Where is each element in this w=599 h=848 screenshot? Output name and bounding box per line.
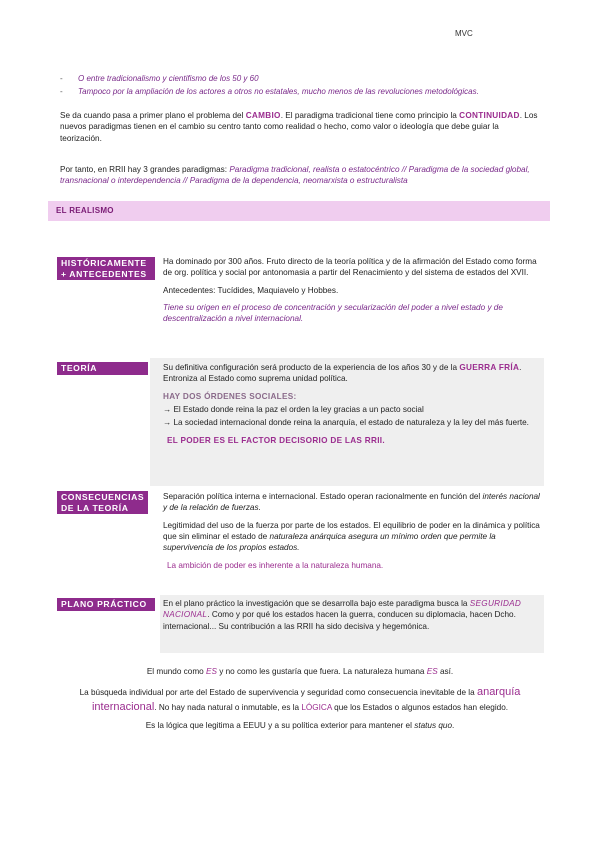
block-paragraph: Antecedentes: Tucídides, Maquiavelo y Hobbes.: [163, 285, 339, 295]
poder-statement: EL PODER ES EL FACTOR DECISORIO DE LAS RRII.: [167, 435, 385, 445]
list-item: [60, 86, 550, 97]
block-plano-practico: [163, 598, 539, 638]
paragraph-cambio: [60, 110, 540, 144]
block-paragraph-highlight: La ambición de poder es inherente a la naturaleza humana.: [167, 560, 384, 570]
closing-text: que los Estados o algunos estados han elegido.: [331, 703, 509, 713]
block-paragraph: . Como y por qué los estados hacen la guerra, conducen su diplomacia, hacen Dcho. internacional... Su contribución a las RRII ha sido decisiva y hegemónica.: [163, 610, 516, 631]
label-line: TEORÍA: [61, 363, 98, 373]
label-consecuencias: [57, 491, 148, 514]
paragraph-paradigmas: [60, 164, 540, 187]
label-line: PLANO PRÁCTICO: [61, 599, 147, 609]
block-consecuencias: [163, 491, 541, 577]
label-historicamente: [57, 257, 155, 280]
section-title-bar: [48, 201, 550, 221]
paragraph-text: . El paradigma tradicional tiene como principio la: [280, 111, 460, 120]
label-line: DE LA TEORÍA: [61, 502, 129, 513]
closing-text: Es la lógica que legitima a EEUU y a su política exterior para mantener el: [145, 720, 415, 730]
closing-text: así.: [437, 667, 454, 676]
emphasis-es: ES: [426, 667, 438, 676]
emphasis-anarquia: anarquía internacional: [91, 686, 521, 714]
bullet-text: O entre tradicionalismo y cientifismo de los 50 y 60: [78, 74, 259, 83]
paragraph-text: . Los nuevos paradigmas tienen en el cambio su centro tanto como realidad o hecho, como valor o ideología que debe guiar la teorización.: [60, 111, 538, 143]
block-paragraph: Ha dominado por 300 años. Fruto directo de la teoría política y de la afirmación del Estado como forma de org. política y social por antonomasia a partir del Renacimiento y del sistema de estados del XVII.: [163, 257, 537, 278]
emphasis-status-quo: status quo: [414, 720, 452, 730]
block-paragraph-italic: interés nacional y de la relación de fuerzas.: [163, 492, 540, 513]
orden-item: → La sociedad internacional donde reina la anarquía, el estado de naturaleza y la ley del más fuerte.: [163, 418, 529, 428]
closing-text: La búsqueda individual por arte del Estado de supervivencia y seguridad como consecuencia inevitable de la: [79, 688, 477, 698]
intro-bullet-list: [60, 73, 550, 99]
emphasis-logica: LÓGICA: [301, 703, 332, 713]
keyword-cambio: CAMBIO: [245, 111, 281, 120]
block-paragraph: Separación política interna e internacional. Estado operan racionalmente en función del: [163, 492, 483, 501]
block-paragraph: . Entroniza al Estado como suprema unidad política.: [163, 363, 522, 384]
bullet-dash: -: [60, 87, 63, 97]
paradigm-list: Paradigma tradicional, realista o estatocéntrico // Paradigma de la sociedad global, transnacional o interdependencia // Paradigma de la dependencia, neomarxista o estructuralista: [60, 165, 530, 186]
label-line: CONSECUENCIAS: [61, 492, 145, 502]
paragraph-text: Por tanto, en RRII hay 3 grandes paradigmas:: [60, 165, 230, 174]
bullet-dash: -: [60, 74, 63, 83]
orden-item: → El Estado donde reina la paz el orden la ley gracias a un pacto social: [163, 404, 424, 414]
label-line: + ANTECEDENTES: [61, 268, 147, 279]
closing-text: El mundo como: [146, 667, 206, 676]
list-item: [60, 73, 550, 84]
closing-text: . No hay nada natural o inmutable, es la: [154, 703, 302, 713]
block-paragraph: Legitimidad del uso de la fuerza por parte de los estados. El equilibrio de poder en la dinámica y política que sin eliminar el estado de: [163, 520, 540, 541]
ordenes-heading: HAY DOS ÓRDENES SOCIALES:: [163, 391, 297, 401]
keyword-seguridad-nacional: SEGURIDAD NACIONAL: [163, 599, 522, 620]
label-line: HISTÓRICAMENTE: [61, 258, 147, 268]
block-teoria: [163, 362, 537, 452]
block-paragraph: Su definitiva configuración será producto de la experiencia de los años 30 y de la: [163, 363, 460, 372]
label-teoria: [57, 362, 148, 375]
block-paragraph-highlight: Tiene su origen en el proceso de concentración y secularización del poder a nivel estado y de descentralización a nivel internacional.: [163, 302, 503, 324]
bullet-text: Tampoco por la ampliación de los actores a otros no estatales, mucho menos de las revoluciones metodológicas.: [78, 87, 479, 97]
block-paragraph: En el plano práctico la investigación que se desarrolla bajo este paradigma busca la: [163, 599, 470, 608]
header-author: MVC: [455, 29, 473, 38]
paragraph-text: Se da cuando pasa a primer plano el problema del: [60, 111, 246, 120]
keyword-continuidad: CONTINUIDAD: [459, 111, 520, 120]
block-paragraph-italic: naturaleza anárquica asegura un mínimo orden que permite la supervivencia de los propios estados.: [163, 531, 496, 553]
keyword-guerra-fria: GUERRA FRÍA: [459, 363, 520, 372]
closing-paragraph: [60, 666, 540, 735]
block-historicamente: [163, 256, 545, 331]
emphasis-es: ES: [205, 667, 217, 676]
section-title: EL REALISMO: [56, 206, 114, 216]
closing-text: .: [452, 720, 455, 730]
label-plano-practico: [57, 598, 155, 611]
closing-text: y no como les gustaría que fuera. La naturaleza humana: [216, 667, 427, 676]
